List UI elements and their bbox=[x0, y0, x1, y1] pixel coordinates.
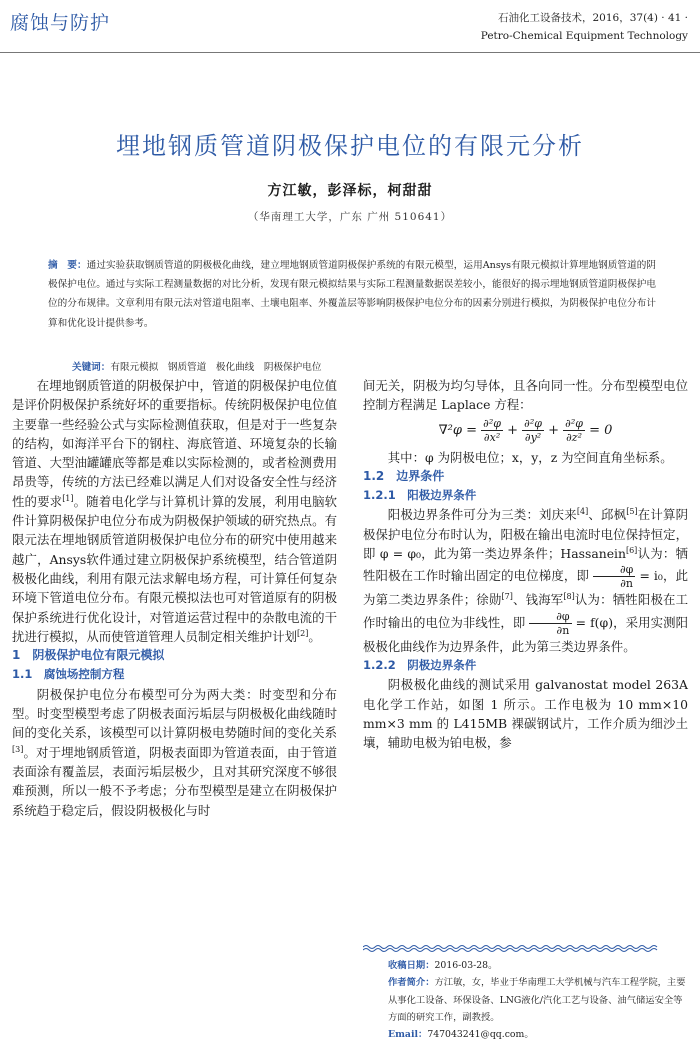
journal-citation: 石油化工设备技术，2016，37(4) · 41 · bbox=[497, 12, 688, 24]
fraction-denominator: ∂n bbox=[556, 623, 570, 637]
received-value: 2016-03-28。 bbox=[434, 960, 498, 971]
received-date bbox=[388, 957, 688, 974]
received-label: 收稿日期： bbox=[388, 960, 435, 971]
right-column bbox=[363, 376, 688, 752]
abstract bbox=[48, 256, 656, 333]
author-email bbox=[388, 1026, 688, 1043]
subsection-heading-1-2-2: 1.2.2 阴极边界条件 bbox=[363, 657, 477, 672]
section-label: 腐蚀与防护 bbox=[10, 12, 111, 34]
cathode-boundary-paragraph: 阴极极化曲线的测试采用 galvanostat model 263A 电化学工作站，如图 1 所示。工作电极为 10 mm×10 mm×3 mm 的 L415MB 裸碳钢试片，工作介质为细沙土壤，辅助电极为铂电极，参 bbox=[363, 677, 688, 751]
paragraph-text: 。对于埋地钢质管道，阴极表面即为管道表面，由于管道表面涂有覆盖层，表面污垢层极少，且对其研究深度不够很难预测，所以一般不予考虑；分布型模型是建立在阴极保护系统趋于稳定后，假设阴极极化与时 bbox=[12, 744, 337, 818]
affiliation: （华南理工大学，广东 广州 510641） bbox=[247, 211, 453, 223]
paragraph-text: 阳极边界条件可分为三类：刘庆来 bbox=[387, 507, 577, 523]
citation-ref: [3] bbox=[12, 744, 24, 754]
keywords-label: 关键词： bbox=[72, 362, 111, 373]
article-title: 埋地钢质管道阴极保护电位的有限元分析 bbox=[116, 132, 584, 160]
abstract-label: 摘 要： bbox=[48, 260, 87, 271]
journal-info bbox=[481, 9, 688, 45]
citation-ref: [2] bbox=[296, 628, 309, 638]
citation-ref: [6] bbox=[625, 545, 638, 555]
paragraph-text: 认为：牺牲阳极在工作时输出的电位为非线性，即 bbox=[363, 592, 689, 630]
author-bio-text: 方江敏，女，毕业于华南理工大学机械与汽车工程学院，主要从事化工设备、环保设备、LNG液化/汽化工艺与设备、油气储运安全等方面的研究工作，副教授。 bbox=[388, 977, 686, 1023]
intro-paragraph bbox=[12, 376, 337, 646]
footnote-wavy-divider bbox=[363, 944, 661, 952]
fraction-numerator: ∂φ bbox=[529, 610, 571, 624]
citation-ref: [8] bbox=[563, 592, 575, 602]
paragraph-text: = i₀，此为第二类边界条件；徐勋 bbox=[363, 568, 688, 608]
citation-ref: [4] bbox=[576, 507, 589, 517]
paragraph-text: 、邱枫 bbox=[588, 507, 627, 523]
fraction bbox=[593, 563, 635, 590]
paragraph-text: 、钱海军 bbox=[512, 592, 564, 608]
footnotes bbox=[388, 957, 688, 1043]
intro-text-1: 在埋地钢质管道的阴极保护中，管道的阴极保护电位值是评价阴极保护系统好坏的重要指标。传统阴极保护电位值主要靠一些经验公式与实际检测值获取，但是对于一些复杂的结构，如海洋平台下的钢柱、海底管道、环境复杂的长输管道、大型油罐罐底等都是难以实际检测的，或者检测费用昂贵等，传统的方法已经难以满足人们对设备安全性与经济性的要求 bbox=[12, 378, 337, 509]
anode-boundary-paragraph bbox=[363, 505, 688, 655]
fraction-denominator: ∂z² bbox=[566, 430, 582, 444]
fraction-denominator: ∂x² bbox=[483, 430, 501, 444]
fraction-numerator: ∂²φ bbox=[524, 416, 542, 430]
abstract-text: 通过实验获取钢质管道的阴极极化曲线，建立埋地钢质管道阴极保护系统的有限元模型，运用Ansys有限元模拟计算埋地钢质管道的阴极保护电位。通过与实际工程测量数据的对比分析，发现有限元模拟结果与实际工程测量数据误差较小，能很好的揭示埋地钢质管道阴极保护电位的分布规律。文章利用有限元法对管道电阻率、土壤电阻率、外覆盖层等影响阴极保护电位分布的因素分别进行模拟，为阴极保护电位分布计算和优化设计提供参考。 bbox=[48, 260, 657, 329]
citation-ref: [1] bbox=[62, 493, 74, 503]
equation-rhs: = 0 bbox=[589, 422, 613, 438]
variable-definition: 其中：φ 为阴极电位；x，y，z 为空间直角坐标系。 bbox=[387, 449, 673, 465]
paragraph-text: 在计算阴极保护电位分布时认为，阳极在输出电流时电位保持恒定，即 φ = φ₀，此为第一类边界条件；Hassanein bbox=[363, 507, 689, 562]
fraction bbox=[522, 417, 544, 444]
paragraph-text: 认为：牺牲阳极在工作时输出固定的电位梯度，即 bbox=[363, 546, 688, 584]
paragraph-text: = f(φ)，采用实测阳极极化曲线作为边界条件，此为第三类边界条件。 bbox=[363, 614, 688, 654]
fraction-numerator: ∂φ bbox=[593, 563, 635, 577]
intro-text-2: 。随着电化学与计算机计算的发展，利用电脑软件计算阴极保护电位分布成为阴极保护领域的研究热点。有限元法在埋地钢质管道阴极保护电位分布的研究中使用越来越广，Ansys软件通过建立阴极保护系统模型，结合管道阴极极化曲线，利用有限元法求解电场方程，可计算任何复杂环境下管道电位分布。有限元模拟法也可对管道原有的阴极保护系统进行优化设计，对管道运营过程中的杂散电流的干扰进行模拟，从而使管道管理人员制定相关维护计划 bbox=[12, 493, 338, 644]
section-heading-1: 1 阴极保护电位有限元模拟 bbox=[12, 648, 165, 663]
subsection-heading-1-1: 1.1 腐蚀场控制方程 bbox=[12, 667, 125, 682]
citation-ref: [7] bbox=[501, 592, 513, 602]
paragraph-continued: 间无关，阴极为均匀导体，且各向同一性。分布型模型电位控制方程满足 Laplace 方程： bbox=[363, 378, 688, 413]
author-bio-label: 作者简介： bbox=[388, 977, 435, 989]
fraction-denominator: ∂n bbox=[620, 577, 634, 591]
fraction bbox=[481, 417, 503, 444]
paragraph-1-1 bbox=[12, 685, 337, 820]
fraction-numerator: ∂²φ bbox=[565, 416, 583, 430]
keywords bbox=[72, 359, 321, 373]
fraction-denominator: ∂y² bbox=[524, 430, 542, 444]
paragraph-text: 阴极保护电位分布模型可分为两大类：时变型和分布型。时变型模型考虑了阴极表面污垢层与阴极极化曲线随时间的变化关系，该模型可以计算阴极电势随时间的变化关系 bbox=[12, 686, 337, 741]
subsection-heading-1-2-1: 1.2.1 阳极边界条件 bbox=[363, 488, 477, 503]
header-divider bbox=[0, 52, 700, 53]
email-label: Email： bbox=[388, 1029, 428, 1041]
fraction-numerator: ∂²φ bbox=[483, 416, 501, 430]
intro-text-3: 。 bbox=[308, 628, 321, 644]
author-bio bbox=[388, 974, 688, 1026]
laplace-equation: ∇²φ = $\frac{\text{∂²φ}}{\text{∂x²}}$ + $\frac{\text{∂²φ}}{\text{∂y²}}$ + $\frac{\text{∂²φ}}{\text{∂z²}}$ = 0 bbox=[438, 416, 613, 444]
left-column bbox=[12, 376, 337, 820]
citation-ref: [5] bbox=[626, 507, 638, 517]
section-heading-1-2: 1.2 边界条件 bbox=[363, 468, 445, 483]
fraction bbox=[563, 417, 585, 444]
author-list: 方江敏，彭泽标，柯甜甜 bbox=[267, 183, 433, 199]
fraction bbox=[529, 610, 571, 637]
email-value: 747043241@qq.com。 bbox=[427, 1029, 534, 1041]
equation-lhs: ∇²φ = bbox=[438, 422, 478, 438]
journal-english-name: Petro-Chemical Equipment Technology bbox=[480, 30, 688, 42]
keywords-text: 有限元模拟 钢质管道 极化曲线 阴极保护电位 bbox=[110, 362, 322, 373]
